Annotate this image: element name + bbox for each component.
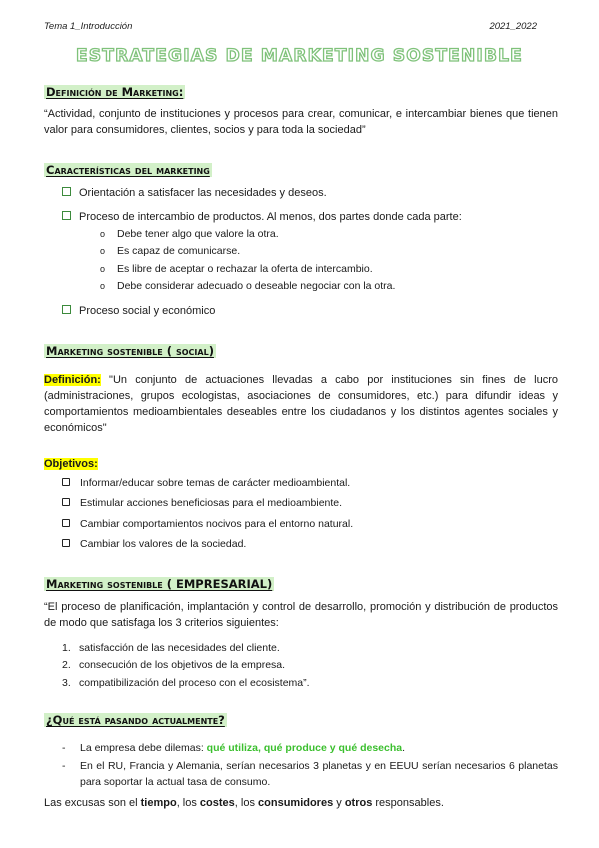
square-bullet-icon [62,478,70,486]
checkbox-bullet-icon [62,211,71,220]
list-item-text: Cambiar los valores de la sociedad. [80,538,247,550]
list-item [62,304,215,318]
header-year: 2021_2022 [489,21,537,32]
heading-social-label: Marketing sostenible ( social) [46,344,214,358]
excusas-part: responsables. [372,797,444,809]
excusas-keyword: otros [344,797,373,809]
circle-bullet-icon: o [100,229,106,239]
dash-bullet: - [62,760,66,772]
dash-item [62,758,558,790]
list-item [62,186,327,200]
excusas-part: y [333,797,345,809]
dilemas-highlight: qué utiliza, qué produce y qué desecha [206,742,403,754]
heading-caracteristicas-label: Características del marketing [46,163,210,177]
dash-item-text [80,740,558,756]
sub-list-item-text: Es capaz de comunicarse. [117,245,241,257]
list-item [62,537,246,551]
list-item-text: Proceso de intercambio de productos. Al menos, dos partes donde cada parte: [79,211,462,223]
excusas-part: , los [176,797,200,809]
excusas-keyword: tiempo [140,797,177,809]
objetivos-label: Objetivos: [44,458,98,470]
excusas-part: , los [234,797,259,809]
page-title: ESTRATEGIAS DE MARKETING SOSTENIBLE [76,46,523,66]
list-item-text: Orientación a satisfacer las necesidades y deseos. [79,187,327,199]
social-definicion-text: "Un conjunto de actuaciones llevadas a cabo por instituciones sin fines de lucro (administraciones, grupos ecologistas, asociaciones de consumidores, etc.) para difundir ideas y comportamientos medioambientales deseables entre los ciudadanos y los distintos agentes sociales y económicos" [44,374,558,434]
numbered-item-text: consecución de los objetivos de la empresa. [79,659,286,671]
heading-caracteristicas [44,162,215,177]
dash-item-text: En el RU, Francia y Alemania, serían necesarios 3 planetas y en EEUU serían necesarios 6 planetas para soportar la actual tasa de consumo. [80,760,558,788]
list-item [62,517,353,531]
excusas-text [44,795,558,811]
social-definicion [44,372,558,436]
checkbox-bullet-icon [62,187,71,196]
excusas-keyword: costes [199,797,235,809]
sub-list-item [100,279,395,293]
numbered-item [62,658,285,672]
square-bullet-icon [62,539,70,547]
empresarial-text: “El proceso de planificación, implantación y control de desarrollo, promoción y distribución de productos de modo que satisfaga los 3 criterios siguientes: [44,601,558,629]
excusas-part: Las excusas son el [44,797,141,809]
list-item [62,476,350,490]
dilemas-end: . [402,742,406,754]
item-number: 2. [62,659,71,671]
sub-list-item-text: Debe tener algo que valore la otra. [117,228,279,240]
heading-social [44,343,219,358]
objetivos-label-line [44,456,558,472]
sub-list-item [100,227,279,241]
circle-bullet-icon: o [100,264,106,274]
dilemas-text: La empresa debe dilemas: [80,742,207,754]
dash-item [62,740,558,756]
heading-definicion-label: Definición de Marketing: [46,85,184,99]
list-item-text: Informar/educar sobre temas de carácter medioambiental. [80,477,351,489]
sub-list-item-text: Es libre de aceptar o rechazar la oferta de intercambio. [117,263,373,275]
square-bullet-icon [62,498,70,506]
sub-list-item [100,244,240,258]
square-bullet-icon [62,519,70,527]
heading-actual [44,712,230,727]
list-item-text: Cambiar comportamientos nocivos para el entorno natural. [80,518,354,530]
definicion-label: Definición: [44,374,101,386]
sub-list-item [100,262,373,276]
list-item-text: Estimular acciones beneficiosas para el medioambiente. [80,497,343,509]
list-item [62,210,462,224]
definicion-text: “Actividad, conjunto de instituciones y procesos para crear, comunicar, e intercambiar bienes que tienen valor para consumidores, clientes, socios y para toda la sociedad” [44,108,558,136]
checkbox-bullet-icon [62,305,71,314]
numbered-item [62,676,310,690]
item-number: 3. [62,677,71,689]
circle-bullet-icon: o [100,281,106,291]
dash-bullet: - [62,742,66,754]
list-item-text: Proceso social y económico [79,305,216,317]
circle-bullet-icon: o [100,246,106,256]
heading-definicion [44,84,188,99]
list-item [62,496,342,510]
numbered-item [62,641,280,655]
heading-empresarial [44,576,277,591]
header-topic: Tema 1_Introducción [44,21,133,32]
numbered-item-text: satisfacción de las necesidades del cliente. [79,642,280,654]
item-number: 1. [62,642,71,654]
heading-empresarial-label: Marketing sostenible ( EMPRESARIAL) [46,577,273,591]
heading-actual-label: ¿Qué está pasando actualmente? [46,713,225,727]
excusas-keyword: consumidores [258,797,334,809]
numbered-item-text: compatibilización del proceso con el ecosistema”. [79,677,310,689]
sub-list-item-text: Debe considerar adecuado o deseable negociar con la otra. [117,280,396,292]
